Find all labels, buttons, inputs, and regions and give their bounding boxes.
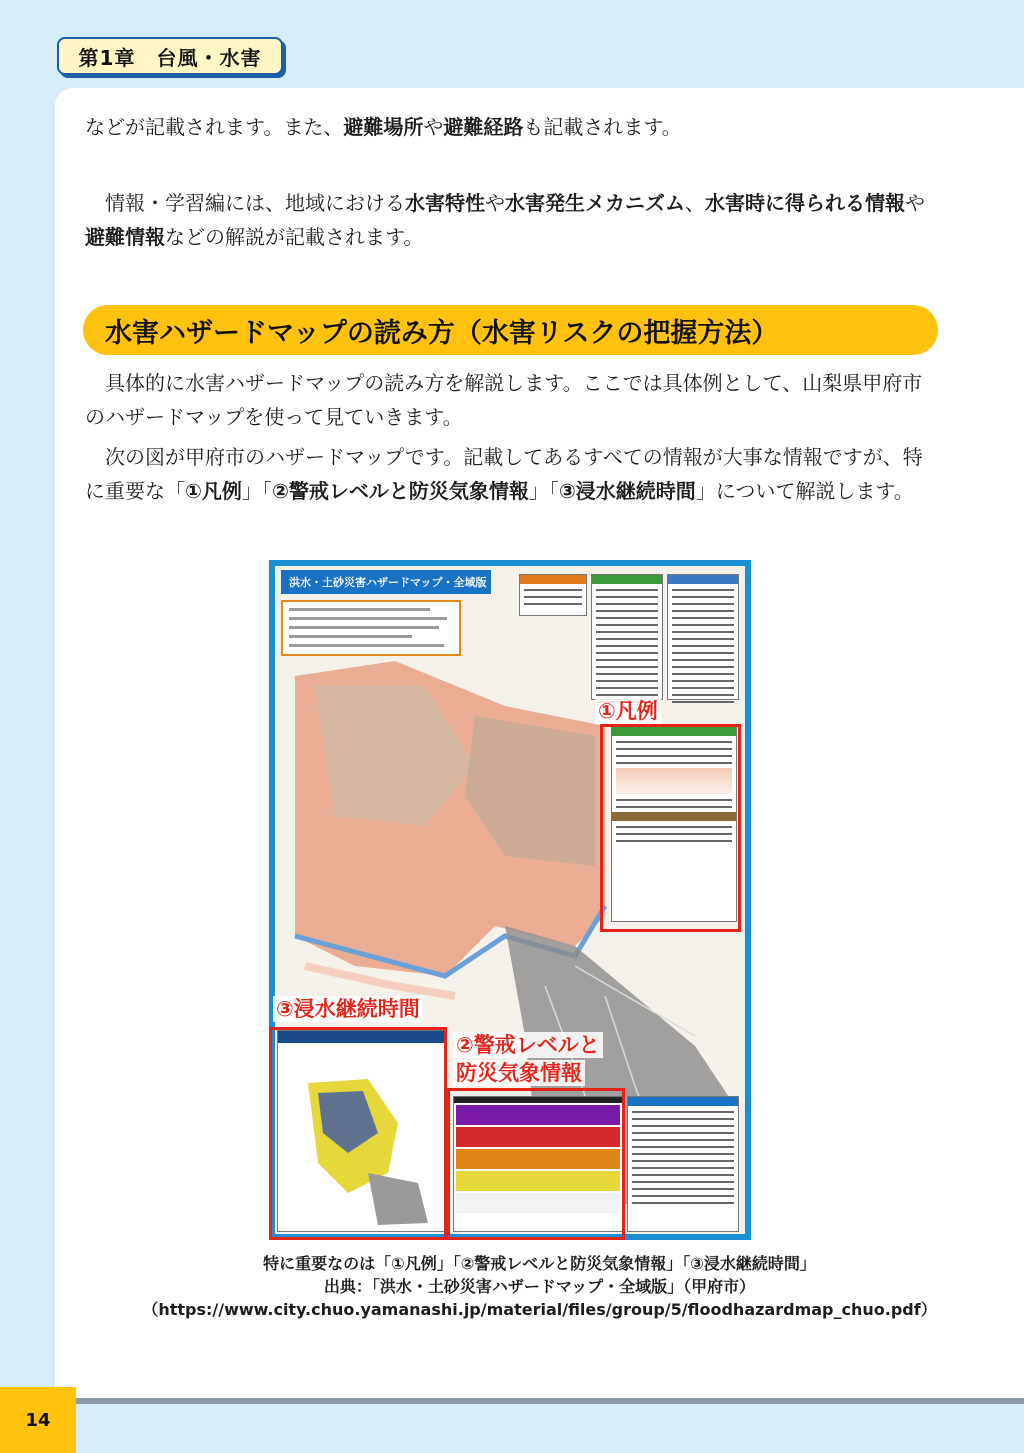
section-heading: 水害ハザードマップの読み方（水害リスクの把握方法） bbox=[83, 305, 938, 355]
figure-caption-1: 特に重要なのは「①凡例」「②警戒レベルと防災気象情報」「③浸水継続時間」 bbox=[263, 1254, 816, 1273]
duration-callout: ③浸水継続時間 bbox=[273, 996, 423, 1022]
legend-callout: ①凡例 bbox=[595, 698, 661, 724]
page-content bbox=[55, 88, 1024, 1398]
section-paragraph-1: 具体的に水害ハザードマップの読み方を解説します。ここでは具体例として、山梨県甲府市のハザードマップを使って見ていきます。 bbox=[85, 371, 923, 429]
chapter-label: 第1章 台風・水害 bbox=[78, 45, 262, 70]
alert-callout-line-1: ②警戒レベルと bbox=[453, 1032, 603, 1058]
figure-caption-url: （https://www.city.chuo.yamanashi.jp/material/files/group/5/floodhazardmap_chuo.pdf） bbox=[142, 1300, 937, 1319]
alert-callout-line-2: 防災気象情報 bbox=[453, 1060, 585, 1086]
map-title: 洪水・土砂災害ハザードマップ・全域版 bbox=[281, 570, 491, 594]
chapter-tab bbox=[57, 37, 283, 75]
alert-highlight-frame bbox=[447, 1088, 625, 1240]
figure-caption-source: 出典：「洪水・土砂災害ハザードマップ・全域版」（甲府市） bbox=[323, 1277, 756, 1296]
intro-paragraph-2: 情報・学習編には、地域における水害特性や水害発生メカニズム、水害時に得られる情報や避難情報などの解説が記載されます。 bbox=[85, 191, 925, 249]
section-paragraph-2: 次の図が甲府市のハザードマップです。記載してあるすべての情報が大事な情報ですが、特に重要な「①凡例」「②警戒レベルと防災気象情報」「③浸水継続時間」について解説します。 bbox=[85, 445, 923, 503]
duration-highlight-frame bbox=[269, 1027, 447, 1240]
legend-highlight-frame bbox=[600, 724, 741, 932]
map-evacuation-tips bbox=[627, 1096, 739, 1232]
page-number: 14 bbox=[0, 1387, 76, 1453]
intro-paragraph-1: などが記載されます。また、避難場所や避難経路も記載されます。 bbox=[85, 115, 682, 139]
